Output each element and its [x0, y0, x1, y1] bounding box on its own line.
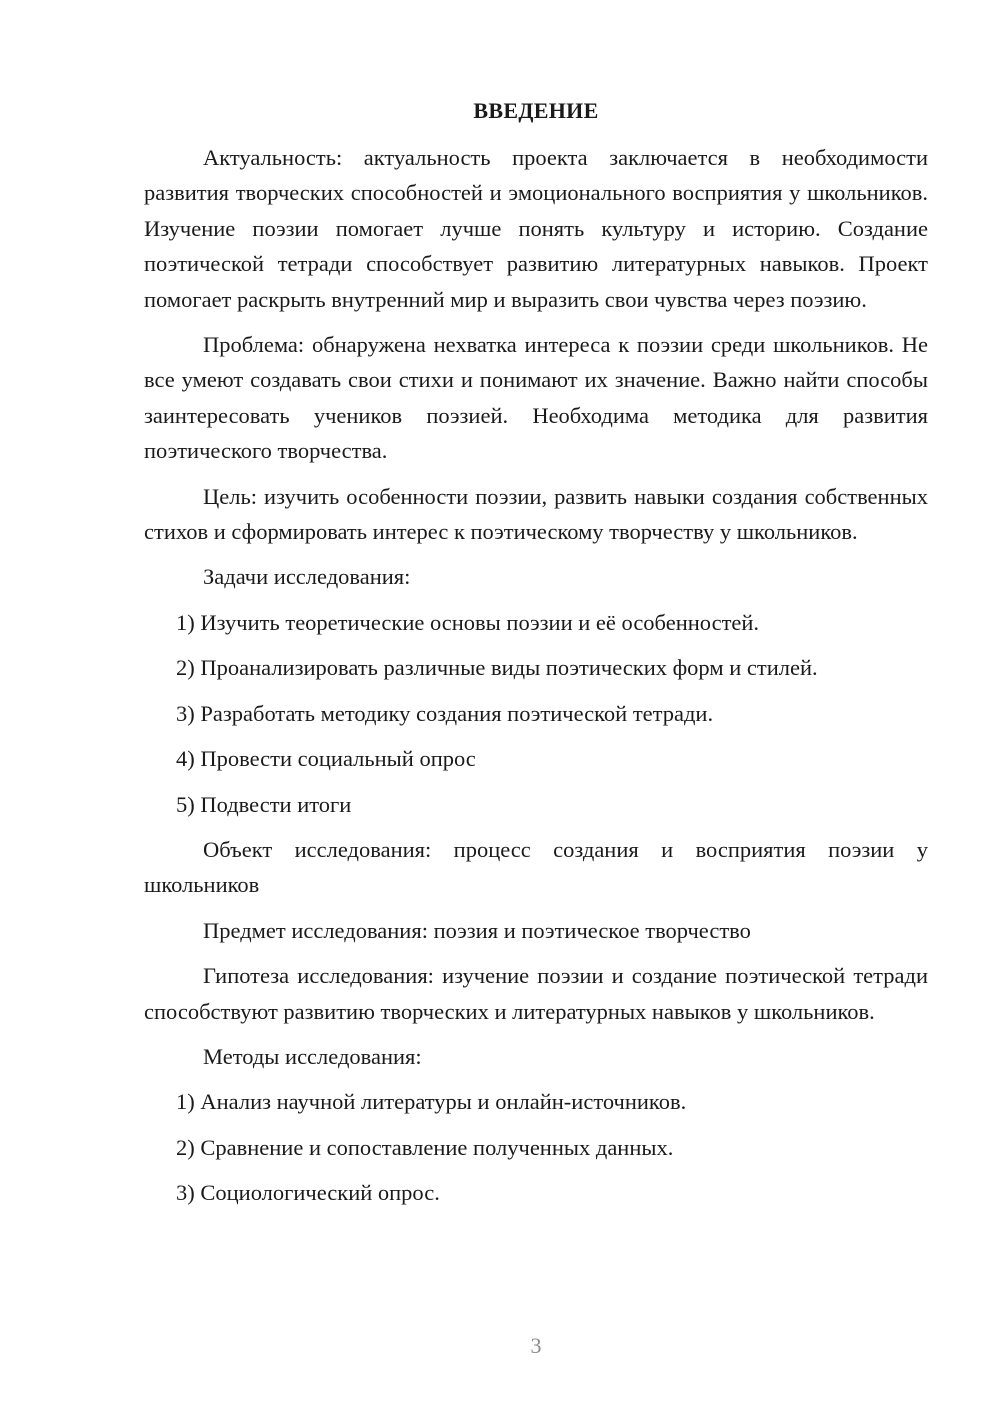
methods-list [144, 1084, 928, 1210]
document-page [144, 96, 928, 1221]
list-item: 3) Социологический опрос. [176, 1180, 440, 1206]
tasks-heading: Задачи исследования: [203, 564, 411, 590]
paragraph-goal: Цель: изучить особенности поэзии, развить навыки создания собственных стихов и сформировать интерес к поэтическому творчеству у школьников. [144, 483, 928, 545]
methods-heading: Методы исследования: [203, 1043, 422, 1069]
list-item: 4) Провести социальный опрос [176, 746, 476, 772]
section-title: ВВЕДЕНИЕ [473, 98, 599, 123]
list-item: 5) Подвести итоги [176, 791, 352, 817]
paragraph-object: Объект исследования: процесс создания и восприятия поэзии у школьников [144, 836, 928, 898]
list-item: 1) Анализ научной литературы и онлайн-источников. [176, 1089, 687, 1115]
page-number: 3 [530, 1333, 542, 1358]
list-item: 1) Изучить теоретические основы поэзии и её особенностей. [176, 609, 760, 635]
list-item: 3) Разработать методику создания поэтической тетради. [176, 700, 714, 726]
paragraph-relevance: Актуальность: актуальность проекта заключается в необходимости развития творческих способностей и эмоционального восприятия у школьников. Изучение поэзии помогает лучше понять культуру и историю. Создание поэтической тетради способствует развитию литературных навыков. Проект помогает раскрыть внутренний мир и выразить свои чувства через поэзию. [144, 145, 928, 312]
paragraph-subject: Предмет исследования: поэзия и поэтическое творчество [203, 917, 751, 943]
paragraph-hypothesis: Гипотеза исследования: изучение поэзии и создание поэтической тетради способствуют развитию творческих и литературных навыков у школьников. [144, 963, 928, 1024]
list-item: 2) Проанализировать различные виды поэтических форм и стилей. [176, 655, 818, 681]
tasks-list [144, 605, 928, 822]
list-item: 2) Сравнение и сопоставление полученных данных. [176, 1134, 674, 1160]
paragraph-problem: Проблема: обнаружена нехватка интереса к поэзии среди школьников. Не все умеют создавать свои стихи и понимают их значение. Важно найти способы заинтересовать учеников поэзией. Необходима методика для развития поэтического творчества. [144, 332, 928, 464]
